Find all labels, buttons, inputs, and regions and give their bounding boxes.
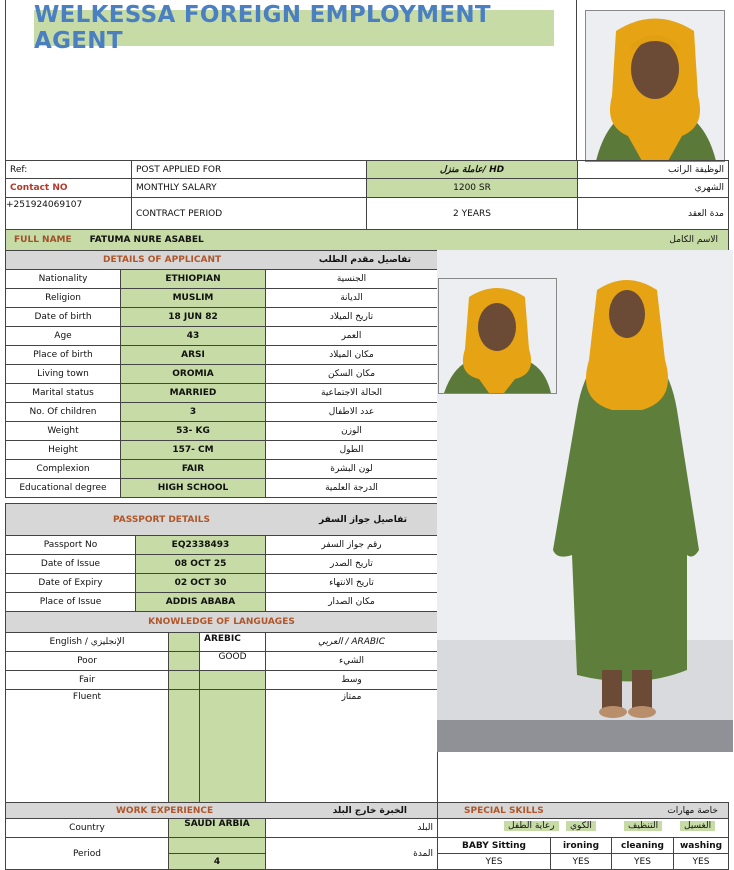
language-poor-arabic: الشيء (265, 651, 438, 671)
skill-value: YES (550, 853, 612, 870)
applicant-field-value: 43 (120, 326, 266, 346)
applicant-field-arabic: العمر (265, 326, 438, 346)
language-fair-arabic-level (199, 670, 266, 690)
applicant-field-label: Weight (5, 421, 121, 441)
post-value: عاملة منزل/ HD (366, 160, 578, 179)
applicant-field-arabic: عدد الاطفال (265, 402, 438, 422)
passport-field-value: 02 OCT 30 (135, 573, 266, 593)
language-fair-label: Fair (5, 670, 169, 690)
work-section-header (5, 802, 438, 819)
language-english-label: English / الإنجليزي (5, 632, 169, 652)
language-arabic-label: AREBIC (199, 632, 266, 652)
applicant-field-value: 53- KG (120, 421, 266, 441)
applicant-field-value: 3 (120, 402, 266, 422)
applicant-field-label: Living town (5, 364, 121, 384)
passport-header-arabic: تفاصيل جواز السفر (318, 514, 407, 525)
applicant-field-label: Educational degree (5, 478, 121, 498)
passport-field-value: 08 OCT 25 (135, 554, 266, 574)
applicant-field-value: MUSLIM (120, 288, 266, 308)
applicant-field-value: 18 JUN 82 (120, 307, 266, 327)
header-box (5, 0, 577, 160)
passport-header-label: PASSPORT DETAILS (113, 514, 210, 525)
applicant-field-value: MARRIED (120, 383, 266, 403)
skill-value: YES (673, 853, 729, 870)
ref-label: Ref: (5, 160, 132, 179)
applicant-field-label: No. Of children (5, 402, 121, 422)
post-label: POST APPLIED FOR (131, 160, 367, 179)
passport-field-arabic: تاريخ الانتهاء (265, 573, 438, 593)
applicant-field-value: OROMIA (120, 364, 266, 384)
applicant-field-arabic: الطول (265, 440, 438, 460)
applicant-field-arabic: الدرجة العلمية (265, 478, 438, 498)
applicant-field-label: Age (5, 326, 121, 346)
skills-header-label: SPECIAL SKILLS (464, 805, 544, 816)
language-fair-english (168, 670, 200, 690)
skills-header-arabic: خاصة مهارات (667, 805, 718, 816)
applicant-field-arabic: الجنسية (265, 269, 438, 289)
applicant-field-arabic: مكان الميلاد (265, 345, 438, 365)
applicant-section-header (5, 250, 438, 270)
work-header-arabic: الخبرة خارج البلد (332, 805, 407, 816)
post-arabic-label: الوظيفة الراتب (577, 160, 729, 179)
skill-name: ironing (550, 837, 612, 854)
agency-title: WELKESSA FOREIGN EMPLOYMENT AGENT (34, 10, 554, 46)
work-header-label: WORK EXPERIENCE (116, 805, 214, 816)
work-period-arabic: المدة (265, 837, 438, 870)
applicant-field-arabic: الوزن (265, 421, 438, 441)
language-poor-english (168, 651, 200, 671)
passport-field-label: Date of Issue (5, 554, 136, 574)
salary-label: MONTHLY SALARY (131, 178, 367, 198)
applicant-field-label: Religion (5, 288, 121, 308)
work-country-label: Country (5, 818, 169, 838)
passport-field-label: Date of Expiry (5, 573, 136, 593)
skill-name: BABY Sitting (437, 837, 551, 854)
applicant-field-label: Place of birth (5, 345, 121, 365)
passport-section-header (5, 503, 438, 536)
skill-name: cleaning (611, 837, 674, 854)
skills-section-header (437, 802, 729, 819)
language-good-value: GOOD (199, 651, 266, 671)
passport-field-value: EQ2338493 (135, 535, 266, 555)
contract-label: CONTRACT PERIOD (131, 197, 367, 230)
contact-value: +251924069107 (5, 197, 132, 230)
applicant-field-value: ARSI (120, 345, 266, 365)
language-poor-label: Poor (5, 651, 169, 671)
applicant-portrait-photo (585, 10, 725, 162)
language-fluent-label: Fluent (5, 689, 169, 803)
applicant-small-portrait-photo (438, 278, 557, 394)
work-country-arabic: البلد (265, 818, 438, 838)
skill-name: washing (673, 837, 729, 854)
full-name-value: FATUMA NURE ASABEL (89, 235, 204, 245)
passport-field-arabic: تاريخ الصدر (265, 554, 438, 574)
work-country-value: SAUDI ARBIA (168, 818, 266, 838)
language-col-blank (168, 632, 200, 652)
skill-value: YES (437, 853, 551, 870)
work-period-value: 4 (168, 853, 266, 870)
contract-arabic-label: مدة العقد (577, 197, 729, 230)
contact-label: Contact NO (5, 178, 132, 198)
language-arabic-ar: العربي / ARABIC (265, 632, 438, 652)
full-name-arabic-label: الاسم الكامل (669, 235, 718, 245)
applicant-field-label: Complexion (5, 459, 121, 479)
applicant-field-value: 157- CM (120, 440, 266, 460)
skill-value: YES (611, 853, 674, 870)
salary-value: 1200 SR (366, 178, 578, 198)
skill-arabic-label-4: الغسيل (680, 821, 715, 831)
skills-arabic-row (437, 818, 729, 838)
languages-section-header: KNOWLEDGE OF LANGUAGES (5, 611, 438, 633)
applicant-field-arabic: الديانة (265, 288, 438, 308)
passport-field-value: ADDIS ABABA (135, 592, 266, 612)
passport-field-label: Place of Issue (5, 592, 136, 612)
applicant-field-label: Date of birth (5, 307, 121, 327)
passport-field-arabic: رقم جواز السفر (265, 535, 438, 555)
applicant-field-label: Height (5, 440, 121, 460)
applicant-field-label: Nationality (5, 269, 121, 289)
language-fluent-arabic: ممتاز (265, 689, 438, 803)
applicant-field-value: ETHIOPIAN (120, 269, 266, 289)
applicant-header-label: DETAILS OF APPLICANT (103, 255, 222, 265)
passport-field-arabic: مكان الصدار (265, 592, 438, 612)
passport-field-label: Passport No (5, 535, 136, 555)
applicant-field-value: FAIR (120, 459, 266, 479)
applicant-field-arabic: مكان السكن (265, 364, 438, 384)
salary-arabic-label: الشهري (577, 178, 729, 198)
full-name-row (5, 229, 729, 251)
applicant-field-arabic: الحالة الاجتماعية (265, 383, 438, 403)
work-period-label: Period (5, 837, 169, 870)
skill-arabic-label-2: الكوي (566, 821, 596, 831)
language-fluent-english (168, 689, 200, 803)
contract-value: 2 YEARS (366, 197, 578, 230)
applicant-field-label: Marital status (5, 383, 121, 403)
applicant-header-arabic: تفاصيل مقدم الطلب (318, 255, 411, 265)
applicant-field-arabic: تاريخ الميلاد (265, 307, 438, 327)
full-name-label: FULL NAME (14, 235, 72, 245)
language-fluent-arabic-level (199, 689, 266, 803)
work-period-blank (168, 837, 266, 854)
applicant-field-arabic: لون البشرة (265, 459, 438, 479)
skill-arabic-label-1: رعاية الطفل (504, 821, 559, 831)
applicant-field-value: HIGH SCHOOL (120, 478, 266, 498)
language-fair-arabic: وسط (265, 670, 438, 690)
skill-arabic-label-3: التنظيف (624, 821, 662, 831)
